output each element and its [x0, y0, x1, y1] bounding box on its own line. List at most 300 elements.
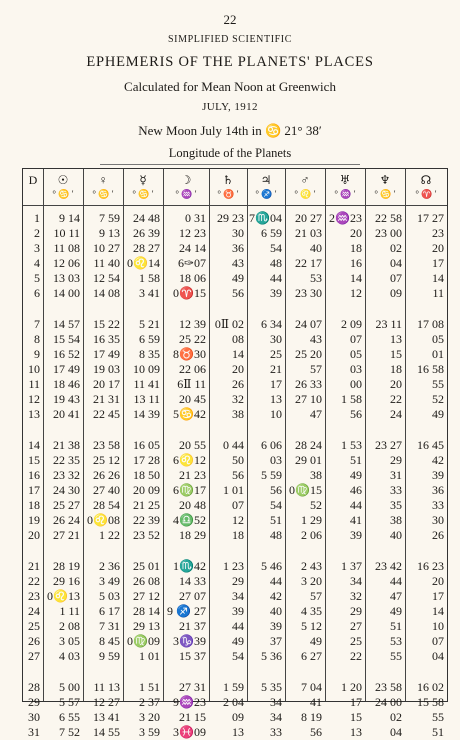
cell-mars: 4 35: [301, 604, 322, 618]
cell-mercury: 24 48: [133, 211, 160, 225]
cell-sun: 29 16: [53, 574, 80, 588]
table-row: [23, 649, 447, 664]
cell-mars: 47: [310, 407, 322, 421]
column-header-jupiter: [247, 173, 285, 201]
cell-mercury: 5 21: [139, 317, 160, 331]
cell-mars: 43: [310, 332, 322, 346]
cell-moon: 8♉30: [173, 347, 206, 361]
table-row: [23, 347, 447, 362]
cell-node: 04: [432, 649, 444, 663]
header-line-3: Calculated for Mean Noon at Greenwich: [124, 79, 336, 94]
column-header-day: [23, 173, 43, 187]
cell-venus: 28 54: [93, 498, 120, 512]
table-row: [23, 589, 447, 604]
cell-day: 15: [28, 453, 40, 467]
cell-sun: 25 27: [53, 498, 80, 512]
cell-day: 11: [28, 377, 40, 391]
cell-mercury: 1 58: [139, 271, 160, 285]
column-symbol: ♆: [379, 173, 391, 187]
cell-mercury: 18 50: [133, 468, 160, 482]
cell-jupiter: 10: [270, 407, 282, 421]
column-symbol: ☽: [180, 173, 192, 187]
cell-uranus: 29: [350, 604, 362, 618]
cell-mercury: 11 41: [133, 377, 160, 391]
cell-mars: 57: [310, 362, 322, 376]
cell-node: 55: [432, 710, 444, 724]
cell-moon: 15 37: [179, 649, 206, 663]
cell-mars: 56: [310, 725, 322, 739]
cell-saturn: 2 04: [223, 695, 244, 709]
cell-neptune: 02: [390, 710, 402, 724]
cell-saturn: 43: [232, 256, 244, 270]
column-symbol: ☿: [139, 173, 147, 187]
cell-mercury: 6 59: [139, 332, 160, 346]
cell-node: 15 58: [417, 695, 444, 709]
cell-venus: 25 12: [93, 453, 120, 467]
cell-day: 12: [28, 392, 40, 406]
cell-mars: 2 06: [301, 528, 322, 542]
cell-sun: 20 41: [53, 407, 80, 421]
cell-moon: 22 06: [179, 362, 206, 376]
cell-venus: 26 26: [93, 468, 120, 482]
cell-moon: 25 22: [179, 332, 206, 346]
header-line-4: JULY, 1912: [202, 101, 258, 113]
cell-venus: 17 49: [93, 347, 120, 361]
header-line-2: EPHEMERIS OF THE PLANETS' PLACES: [86, 54, 374, 70]
cell-saturn: 0Ⅱ 02: [214, 317, 244, 331]
column-units: ° ♋ ′: [132, 189, 154, 199]
cell-jupiter: 48: [270, 256, 282, 270]
cell-node: 36: [432, 483, 444, 497]
cell-sun: 1 11: [59, 604, 80, 618]
table-row: [23, 559, 447, 574]
cell-uranus: 25: [350, 634, 362, 648]
table-row: [23, 498, 447, 513]
cell-day: 17: [28, 483, 40, 497]
cell-uranus: 41: [350, 513, 362, 527]
column-symbol: ♂: [300, 173, 310, 187]
cell-venus: 13 41: [93, 710, 120, 724]
cell-mars: 8 19: [301, 710, 322, 724]
cell-uranus: 17: [350, 695, 362, 709]
column-units: ° ♋ ′: [374, 189, 396, 199]
table-row: [23, 528, 447, 543]
cell-neptune: 53: [390, 634, 402, 648]
cell-sun: 18 46: [53, 377, 80, 391]
cell-neptune: 18: [390, 362, 402, 376]
cell-moon: 27 31: [179, 680, 206, 694]
cell-jupiter: 5 46: [261, 559, 282, 573]
cell-mercury: 10 09: [133, 362, 160, 376]
cell-jupiter: 5 59: [261, 468, 282, 482]
table-row: [23, 634, 447, 649]
column-symbol: ☉: [57, 173, 69, 187]
table-row: [23, 362, 447, 377]
cell-node: 17 08: [417, 317, 444, 331]
cell-uranus: 22: [350, 649, 362, 663]
table-row: [23, 286, 447, 301]
cell-day: 2: [34, 226, 40, 240]
cell-mercury: 27 12: [133, 589, 160, 603]
cell-moon: 3♑39: [173, 634, 206, 648]
cell-neptune: 38: [390, 513, 402, 527]
page-number: 22: [223, 12, 237, 27]
cell-venus: 6 17: [99, 604, 120, 618]
cell-node: 51: [432, 725, 444, 739]
cell-neptune: 04: [390, 256, 402, 270]
cell-uranus: 32: [350, 589, 362, 603]
cell-node: 16 45: [417, 438, 444, 452]
cell-venus: 8 45: [99, 634, 120, 648]
cell-mercury: 3 20: [139, 710, 160, 724]
cell-jupiter: 33: [270, 725, 282, 739]
header-rule: [100, 164, 360, 165]
cell-sun: 0♌13: [47, 589, 80, 603]
cell-sun: 11 08: [53, 241, 80, 255]
cell-moon: 0 31: [185, 211, 206, 225]
cell-saturn: 09: [232, 710, 244, 724]
column-symbol: ♀: [98, 173, 108, 187]
cell-jupiter: 7♏04: [249, 211, 282, 225]
cell-mercury: 2 37: [139, 695, 160, 709]
cell-day: 31: [28, 725, 40, 739]
cell-jupiter: 44: [270, 574, 282, 588]
cell-uranus: 18: [350, 241, 362, 255]
cell-saturn: 39: [232, 604, 244, 618]
cell-uranus: 15: [350, 710, 362, 724]
cell-mars: 23 30: [295, 286, 322, 300]
cell-neptune: 23 00: [375, 226, 402, 240]
column-symbol: D: [28, 173, 38, 187]
cell-uranus: 39: [350, 528, 362, 542]
cell-moon: 6♌12: [173, 453, 206, 467]
cell-day: 5: [34, 271, 40, 285]
column-units: ° ♋ ′: [52, 189, 74, 199]
cell-venus: 19 03: [93, 362, 120, 376]
cell-venus: 11 40: [93, 256, 120, 270]
cell-saturn: 18: [232, 528, 244, 542]
column-header-node: [405, 173, 447, 201]
cell-saturn: 56: [232, 286, 244, 300]
cell-venus: 11 13: [93, 680, 120, 694]
cell-node: 05: [432, 332, 444, 346]
cell-venus: 7 31: [99, 619, 120, 633]
cell-day: 1: [34, 211, 40, 225]
cell-mars: 49: [310, 634, 322, 648]
cell-neptune: 29: [390, 453, 402, 467]
column-units: ° ♐ ′: [255, 189, 277, 199]
cell-venus: 5 03: [99, 589, 120, 603]
cell-jupiter: 56: [270, 483, 282, 497]
cell-day: 18: [28, 498, 40, 512]
cell-jupiter: 6 06: [261, 438, 282, 452]
cell-node: 10: [432, 619, 444, 633]
cell-node: 26: [432, 528, 444, 542]
cell-mars: 3 20: [301, 574, 322, 588]
cell-neptune: 35: [390, 498, 402, 512]
table-row: [23, 619, 447, 634]
cell-saturn: 20: [232, 362, 244, 376]
column-units: ° ♒ ′: [175, 189, 197, 199]
cell-node: 20: [432, 574, 444, 588]
cell-day: 8: [34, 332, 40, 346]
cell-sun: 28 19: [53, 559, 80, 573]
cell-day: 24: [28, 604, 40, 618]
cell-day: 13: [28, 407, 40, 421]
table-row: [23, 392, 447, 407]
cell-mars: 28 24: [295, 438, 322, 452]
cell-sun: 6 55: [59, 710, 80, 724]
cell-mars: 27 10: [295, 392, 322, 406]
cell-saturn: 54: [232, 649, 244, 663]
column-symbol: ♄: [222, 173, 234, 187]
cell-mars: 5 12: [301, 619, 322, 633]
cell-neptune: 23 42: [375, 559, 402, 573]
cell-mercury: 13 11: [133, 392, 160, 406]
table-row: [23, 574, 447, 589]
cell-jupiter: 39: [270, 619, 282, 633]
cell-uranus: 1 37: [341, 559, 362, 573]
cell-neptune: 22 58: [375, 211, 402, 225]
column-header-neptune: [365, 173, 405, 201]
cell-mars: 29 01: [295, 453, 322, 467]
cell-jupiter: 44: [270, 271, 282, 285]
column-units: ° ♉ ′: [217, 189, 239, 199]
cell-sun: 16 52: [53, 347, 80, 361]
column-header-mercury: [123, 173, 163, 201]
cell-sun: 24 30: [53, 483, 80, 497]
cell-mars: 0♍15: [289, 483, 322, 497]
cell-mars: 53: [310, 271, 322, 285]
cell-sun: 5 00: [59, 680, 80, 694]
cell-moon: 14 33: [179, 574, 206, 588]
cell-uranus: 00: [350, 377, 362, 391]
cell-uranus: 2♒23: [329, 211, 362, 225]
cell-node: 07: [432, 634, 444, 648]
cell-jupiter: 13: [270, 392, 282, 406]
cell-node: 49: [432, 407, 444, 421]
cell-node: 14: [432, 271, 444, 285]
cell-mercury: 29 13: [133, 619, 160, 633]
table-row: [23, 483, 447, 498]
cell-uranus: 16: [350, 256, 362, 270]
table-row: [23, 256, 447, 271]
cell-saturn: 56: [232, 468, 244, 482]
cell-mars: 24 07: [295, 317, 322, 331]
cell-saturn: 49: [232, 271, 244, 285]
cell-moon: 0♈15: [173, 286, 206, 300]
cell-node: 42: [432, 453, 444, 467]
cell-node: 17: [432, 589, 444, 603]
cell-node: 16 23: [417, 559, 444, 573]
cell-neptune: 23 11: [375, 317, 402, 331]
cell-sun: 13 03: [53, 271, 80, 285]
cell-jupiter: 51: [270, 513, 282, 527]
column-units: ° ♈ ′: [415, 189, 437, 199]
cell-uranus: 1 53: [341, 438, 362, 452]
cell-venus: 23 58: [93, 438, 120, 452]
cell-neptune: 44: [390, 574, 402, 588]
cell-jupiter: 5 36: [261, 649, 282, 663]
cell-neptune: 23 58: [375, 680, 402, 694]
cell-sun: 9 14: [59, 211, 80, 225]
cell-sun: 17 49: [53, 362, 80, 376]
cell-mars: 22 17: [295, 256, 322, 270]
cell-moon: 6Ⅱ 11: [177, 377, 206, 391]
cell-mercury: 16 05: [133, 438, 160, 452]
cell-day: 26: [28, 634, 40, 648]
table-row: [23, 680, 447, 695]
cell-day: 27: [28, 649, 40, 663]
cell-sun: 5 57: [59, 695, 80, 709]
cell-moon: 21 37: [179, 619, 206, 633]
cell-node: 17 27: [417, 211, 444, 225]
column-header-venus: [83, 173, 123, 201]
cell-mars: 41: [310, 695, 322, 709]
cell-mercury: 23 52: [133, 528, 160, 542]
cell-moon: 18 29: [179, 528, 206, 542]
header-divider: [23, 205, 447, 206]
cell-mars: 2 43: [301, 559, 322, 573]
column-header-saturn: [209, 173, 247, 201]
cell-uranus: 2 09: [341, 317, 362, 331]
cell-mercury: 3 59: [139, 725, 160, 739]
cell-venus: 14 08: [93, 286, 120, 300]
cell-mars: 40: [310, 241, 322, 255]
cell-sun: 12 06: [53, 256, 80, 270]
cell-day: 30: [28, 710, 40, 724]
cell-moon: 6✑07: [177, 256, 206, 270]
cell-sun: 23 32: [53, 468, 80, 482]
cell-moon: 21 23: [179, 468, 206, 482]
cell-day: 22: [28, 574, 40, 588]
cell-saturn: 1 01: [223, 483, 244, 497]
cell-neptune: 07: [390, 271, 402, 285]
cell-mars: 6 27: [301, 649, 322, 663]
cell-neptune: 55: [390, 649, 402, 663]
cell-day: 29: [28, 695, 40, 709]
cell-uranus: 07: [350, 332, 362, 346]
cell-mercury: 21 25: [133, 498, 160, 512]
cell-jupiter: 54: [270, 498, 282, 512]
cell-moon: 12 23: [179, 226, 206, 240]
column-units: ° ♋ ′: [92, 189, 114, 199]
cell-sun: 3 05: [59, 634, 80, 648]
cell-moon: 6♍17: [173, 483, 206, 497]
cell-uranus: 13: [350, 725, 362, 739]
cell-day: 16: [28, 468, 40, 482]
header-line-6: Longitude of the Planets: [168, 146, 292, 160]
column-symbol: ☊: [420, 173, 432, 187]
cell-uranus: 03: [350, 362, 362, 376]
cell-jupiter: 6 59: [261, 226, 282, 240]
cell-saturn: 1 59: [223, 680, 244, 694]
cell-sun: 2 08: [59, 619, 80, 633]
column-symbol: ♃: [260, 173, 272, 187]
cell-jupiter: 39: [270, 286, 282, 300]
cell-mars: 25 20: [295, 347, 322, 361]
cell-neptune: 04: [390, 725, 402, 739]
cell-uranus: 05: [350, 347, 362, 361]
table-row: [23, 241, 447, 256]
cell-mercury: 0♍09: [127, 634, 160, 648]
cell-sun: 4 03: [59, 649, 80, 663]
cell-venus: 9 13: [99, 226, 120, 240]
cell-jupiter: 6 34: [261, 317, 282, 331]
cell-moon: 20 48: [179, 498, 206, 512]
cell-mercury: 26 39: [133, 226, 160, 240]
column-symbol: ♅: [339, 173, 351, 187]
cell-neptune: 09: [390, 286, 402, 300]
cell-jupiter: 48: [270, 528, 282, 542]
cell-node: 16 58: [417, 362, 444, 376]
cell-moon: 4♎52: [173, 513, 206, 527]
cell-moon: 9♒23: [173, 695, 206, 709]
cell-mercury: 28 27: [133, 241, 160, 255]
cell-neptune: 33: [390, 483, 402, 497]
cell-venus: 16 35: [93, 332, 120, 346]
cell-neptune: 23 27: [375, 438, 402, 452]
table-row: [23, 468, 447, 483]
cell-moon: 27 07: [179, 589, 206, 603]
cell-day: 28: [28, 680, 40, 694]
cell-uranus: 34: [350, 574, 362, 588]
cell-day: 6: [34, 286, 40, 300]
cell-moon: 20 55: [179, 438, 206, 452]
cell-saturn: 0 44: [223, 438, 244, 452]
cell-mars: 26 33: [295, 377, 322, 391]
cell-uranus: 49: [350, 468, 362, 482]
cell-sun: 22 35: [53, 453, 80, 467]
cell-venus: 15 22: [93, 317, 120, 331]
cell-day: 10: [28, 362, 40, 376]
cell-neptune: 40: [390, 528, 402, 542]
cell-saturn: 30: [232, 226, 244, 240]
cell-mercury: 14 39: [133, 407, 160, 421]
cell-moon: 20 45: [179, 392, 206, 406]
cell-node: 17: [432, 256, 444, 270]
cell-uranus: 1 20: [341, 680, 362, 694]
cell-mercury: 8 35: [139, 347, 160, 361]
cell-mars: 7 04: [301, 680, 322, 694]
cell-saturn: 29: [232, 574, 244, 588]
cell-sun: 7 52: [59, 725, 80, 739]
cell-sun: 14 57: [53, 317, 80, 331]
cell-neptune: 13: [390, 332, 402, 346]
cell-uranus: 14: [350, 271, 362, 285]
cell-venus: 27 40: [93, 483, 120, 497]
cell-venus: 22 45: [93, 407, 120, 421]
cell-day: 25: [28, 619, 40, 633]
cell-venus: 12 54: [93, 271, 120, 285]
cell-neptune: 31: [390, 468, 402, 482]
cell-saturn: 1 23: [223, 559, 244, 573]
cell-neptune: 24 00: [375, 695, 402, 709]
cell-day: 9: [34, 347, 40, 361]
cell-saturn: 12: [232, 513, 244, 527]
cell-mercury: 20 09: [133, 483, 160, 497]
cell-uranus: 44: [350, 498, 362, 512]
cell-node: 20: [432, 241, 444, 255]
cell-jupiter: 34: [270, 695, 282, 709]
cell-sun: 15 54: [53, 332, 80, 346]
table-row: [23, 604, 447, 619]
cell-node: 39: [432, 468, 444, 482]
cell-uranus: 56: [350, 407, 362, 421]
cell-neptune: 15: [390, 347, 402, 361]
cell-jupiter: 03: [270, 453, 282, 467]
cell-saturn: 44: [232, 619, 244, 633]
